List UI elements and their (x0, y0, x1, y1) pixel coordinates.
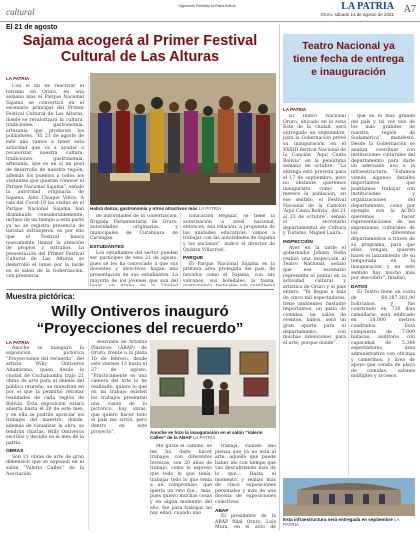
column-rule (88, 76, 89, 286)
story2-col2b-text: Me gusta el camino, se me ha dado hacer trabajos con diferentes técnicas, son 20 años de trabajo, como le expreso que todo lo que tenía, trabajar todo lo que tenía a un compromiso, que quería un reto fue... más, pues quiero muchas cosas y en algún momento del año, fue para trabajar, no hay edad, cuando uno (150, 444, 212, 517)
festival-photo (90, 73, 276, 205)
sidebar-title[interactable]: Teatro Nacional ya tiene fecha de entrega e inauguración (293, 40, 404, 78)
page-number: A7 (403, 4, 416, 15)
sidebar-col2 (351, 114, 415, 476)
story1-col1 (6, 84, 84, 284)
story1-col2-text: de autoridades de la Gobernación, Brigada Parlamentaria de Oruro, autoridades originarias, y municipales de Curahuara de Carangas. (90, 214, 178, 242)
sidebar-col1-text: El Teatro Nacional Oruro, ubicado en la zona Este de la ciudad, será entregado en septiembre, para la Gobernación prevé su inauguración en el XXXIII festival Nacional de la Canción “Aquí Canta Bolivia” en la penúltima semana de octubre. “La entrega está prevista para el 17 de septiembre, pero no obstante queremos inaugurarlo como se merece la población, en ese sentido, el Festival Nacional de la Canción ‘Aquí Canta Bolivia’, del 21 al 23 de octubre”, señaló el secretario departamental de Cultura y Turismo, Miguel Laura. (283, 114, 346, 237)
story2-col1 (6, 340, 84, 530)
brand-name: LA PATRIA (341, 1, 394, 12)
exhibition-photo-caption (150, 430, 276, 441)
story-separator (6, 289, 274, 290)
story1-col3-text: Educación Regular, se tiene la autorización a nivel nacional, entonces, esa relación, a propuesta de las unidades educativas, vamos a trabajar con las autoridades de Sajama y los ancianos”, indicó el director de Quintín Villarroel. (183, 214, 275, 253)
sidebar-subhead-inspeccion: INSPECCIÓN (283, 240, 313, 246)
story2-byline: LA PATRIA (6, 340, 30, 345)
story2-col3 (215, 444, 276, 530)
sidebar-col1b-text: Ayer en la tarde el gobernador Johnny Vedia realizó una inspección al Teatro Nacional, señaló que ese escenario representa el puntal en la actividad cultural y artística de Oruro y el país entero. “Ya llegan a más de cinco mil espectadores, tiene ambientes bastante importantes, un patio de comidas, un salón de eventos, baños, será un gran aporte para el departamento, con muchas intenciones para el arte, porque donde”. (283, 245, 346, 346)
story1-col2 (90, 214, 178, 286)
story1-title[interactable]: Sajama acogerá al Primer Festival Cultural de Las Alturas (22, 33, 258, 65)
sidebar-subhead-datos: DATOS (351, 284, 368, 290)
story1-header (6, 24, 274, 65)
sidebar-col2b-text: El Teatro tiene un costo de 64.287.381,90 bolivianos, y fue construido en 720 días calendario, está edificado en 18.000 metros cuadrados. Está compuesto de 7.000 butacas, auditorio con capacidad de 5.344 espectadores, área administrativa con oficinas y camerinos, y área de apoyo que consta de playa de comidas, salones múltiples y accesos. (351, 290, 415, 380)
story2-title[interactable]: Willy Ontiveros inauguró “Proyecciones del recuerdo” (36, 303, 244, 337)
story1-kicker: El 21 de agosto (6, 24, 58, 31)
sponsor-text: Vigorizado Periódico la Patria Bolivia (178, 4, 236, 8)
story2-col2b (150, 444, 212, 530)
story1-col1-text: Con el fin de reactivar el turismo en Oruro, en una semana más el Parque Nacional Sajama se convertirá en el escenario principal del Primer Festival Cultural de Las Alturas, donde se revalorizará la cultura, tradiciones, gastronomía, artesanía que producen los pobladores. “El 21 de agosto de este año vamos a tener esta actividad que va a ayudar a revalorizar nuestra cultura, tradiciones, gastronomía, artesanía, que es en sí un pool de desarrollo de nuestra región; además los pueblos a todos los visitantes que quieran conocer el Parque Nacional Sajama”, señaló la autoridad originaria de Sajama, Aldo Choque Villca. A raíz del Covid-19 las visitas en el Parque Nacional Sajama han disminuido considerablemente, incluso de un tiempo a esta parte ya no se registra presencia de turistas extranjeros, es por ello que el Festival busca nuevamente llamar la atención de propios y extraños. La presentación del Primer Festival Cultural de Las Alturas se desarrolló el lunes por la tarde en el salón de la Gobernación, con presencia (6, 84, 84, 280)
story1-byline: LA PATRIA (6, 76, 30, 81)
story2-kicker: Muestra pictórica: (6, 292, 75, 301)
column-rule (348, 114, 349, 476)
page-header (0, 0, 420, 22)
sidebar-col2-text: que es el más grande del país y tal vez uno de los más grandes de nuestra región de Sudamérica”, manifestó. Desde la Gobernación se analiza coordinar con instituciones culturales del departamento para darle un adecuado uso a la infraestructura. “Estamos viendo algunos detalles importantes que podríamos trabajar con instituciones y organizaciones del departamento, como por ejemplo con la ACBO queremos hacer representaciones de las expresiones culturales de los diferentes departamentos a través de su programa, para que ellos vengan, quieren hacer el lanzamiento de su temporada en la inauguración y en este sentido hay mucho más por descubrir”, finalizó. (351, 114, 415, 282)
story2-col2-text: Boliviana de Artistas Plásticos (ABAP) de Oruro, frente a la plaza 10 de febrero, desde este viernes 13 hasta el 27 de agosto. “Prácticamente es una camera del arte lo he realizado, quiero lo que en mi trabajo existen los trabajos presentan una visión de lo pictórico, hay obras, que quiero hacer todo el país me sirvió, pero dentro en este proyecto”. (91, 340, 147, 435)
column-rule (88, 340, 89, 530)
caption-credit: LA PATRIA (192, 435, 216, 441)
story1-col3b-text: El Parque Nacional Sajama es la primera área protegida del país, de nevados como el Sajama, con sus volcanes, sus bofedales, la fauna, (183, 261, 275, 284)
festival-photo-image (90, 73, 276, 205)
caption-text: Habrá danza, gastronomía y otros atractivos más (90, 206, 198, 211)
theater-photo (283, 478, 415, 516)
sidebar-box (283, 34, 414, 103)
story2-col3b-text: El presidente de la ABAP filial Oruro, Luis Mora, en el acto de (215, 514, 276, 530)
masthead (320, 1, 394, 17)
story2-subhead-abap: ABAP (215, 508, 229, 514)
caption-text: Anoche se hizo la inauguración en el salón “Valerio Calles” de la ABAP (150, 430, 263, 441)
story2-col1-text: Anoche se inauguró la exposición pictórica “Proyecciones del recuerdo”, del artista Willy Ontiveros Altamirano, quien desde la ciudad de Cochabamba trajo 21 obras de arte para el deleite del público orureño, se muestran en por el que la permitió retratar realidades de cada región de Bolivia. Esta exposición estará abierta hasta el 20 de este mes, y en ella se podrán apreciar los trabajos del maestro, donde, además de visualizar la obra, se tendrán charlas. Willy Ontiveros escribió y decidió es el mes de la patria. (6, 345, 84, 446)
caption-credit: LA PATRIA (283, 517, 400, 528)
theater-photo-caption (283, 517, 415, 528)
issue-date: Oruro, sábado 14 de agosto de 2021 (320, 12, 394, 17)
festival-photo-caption (90, 206, 276, 211)
column-divider (279, 24, 280, 530)
story1-col3 (183, 214, 275, 286)
sidebar-byline: LA PATRIA (283, 107, 307, 112)
caption-text: Esta infraestructura será entregada en septiembre (283, 517, 393, 522)
theater-photo-image (283, 478, 415, 516)
caption-credit: LA PATRIA (198, 206, 222, 211)
story2-subhead-obras: OBRAS (6, 449, 24, 455)
story1-col2b-text: Los estudiantes del sector pueden ser partícipes de este 21 de agosto, pues se les ha convocado a que sus docentes y directivos hagan una presentación de sus estudiantes. La mayoría de los jóvenes que son del (90, 250, 178, 284)
exhibition-photo (150, 340, 276, 428)
story1-subhead-parque: PARQUE (183, 256, 204, 262)
exhibition-photo-image (150, 340, 276, 428)
column-rule (180, 212, 181, 286)
story1-subhead-estudiantes: ESTUDIANTES (90, 244, 124, 250)
sidebar-col1 (283, 114, 346, 476)
section-label: cultural (6, 7, 35, 17)
story2-col2 (91, 340, 147, 530)
story2-col1b-text: Son 21 obras de arte de gran dimensión que se exponen en el salón “Valerio Calles” de la Asociación (6, 454, 84, 477)
story2-col3-text: trabaja, cuando uno piensa que ya no está al arte, aquello que puede haber ido con tiempo que vas descubriendo más de lo que... Hasta el momento, y realizó más de cinco exposiciones personales y más de una docena de exposiciones colectivas. (215, 444, 276, 505)
